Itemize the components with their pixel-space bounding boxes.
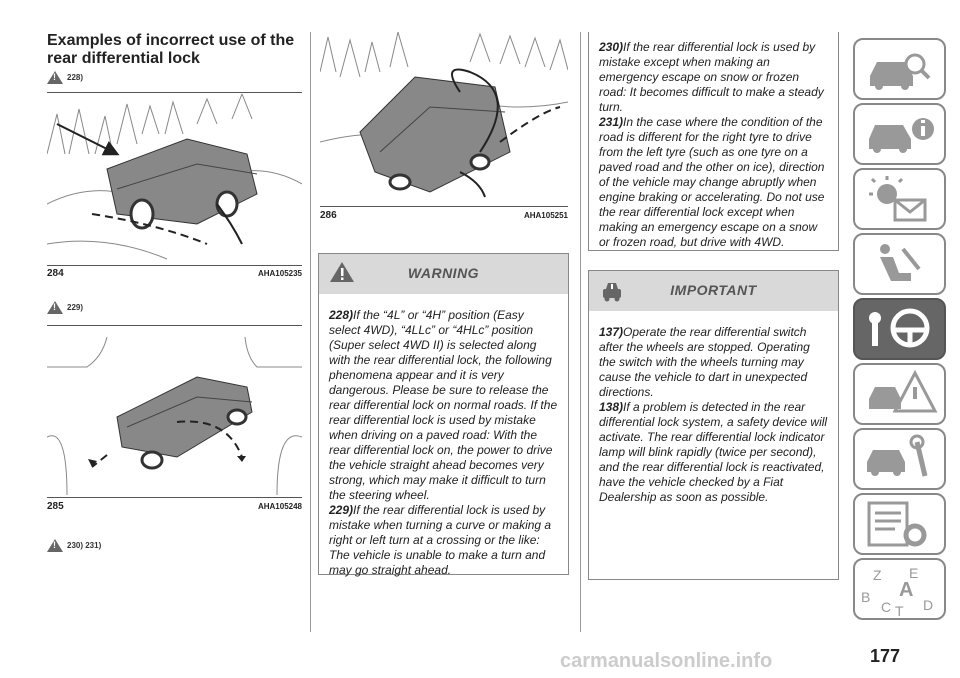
note-text: Operate the rear differential switch after the wheels are stopped. Operating the switch with the wheels turning may cause the vehicle to dart in unexpected directions. [599, 325, 810, 399]
important-heading: IMPORTANT [670, 282, 757, 298]
figure-284-illustration [47, 94, 302, 264]
figure-284-caption: 284 AHA105235 [47, 268, 302, 279]
car-search-icon [855, 40, 944, 98]
sidebar-tab-warning-lights[interactable] [853, 168, 946, 230]
sidebar-tab-technical-data[interactable] [853, 493, 946, 555]
warning-ref-230-231: ! 230) 231) [47, 539, 101, 552]
warning-panel-continued [588, 32, 839, 251]
divider [47, 325, 302, 326]
divider [47, 92, 302, 93]
warning-body [319, 294, 568, 578]
index-letter: A [899, 579, 914, 601]
key-steering-icon [855, 300, 944, 358]
figure-285-caption: 285 AHA105248 [47, 501, 302, 512]
sidebar-tab-index[interactable] [853, 558, 946, 620]
seat-airbag-icon [855, 235, 944, 293]
note-text: If the rear differential lock is used by mistake when turning a curve or making a right or left turn at a crossing or the like: The vehicle is unable to make a turn and may go straight ahead. [329, 503, 552, 577]
warning-heading: WARNING [407, 265, 480, 281]
car-info-icon [855, 105, 944, 163]
road-warning-icon [855, 365, 944, 423]
alphabet-index-icon [855, 560, 944, 618]
divider [47, 497, 302, 498]
note-number: 228) [329, 308, 354, 322]
note-text: If the rear differential lock is used by mistake except when making an emergency escape on snow or frozen road: It becomes difficult to make a steady turn. [599, 40, 824, 114]
warning-triangle-icon [47, 301, 63, 314]
divider [47, 265, 302, 266]
section-title: Examples of incorrect use of the rear differential lock [47, 32, 295, 67]
warning-triangle-icon [47, 539, 63, 552]
note-number: 229) [329, 503, 354, 517]
figure-286-illustration [320, 32, 568, 204]
divider [320, 206, 568, 207]
sidebar-tab-seats-airbags[interactable] [853, 233, 946, 295]
specs-gear-icon [855, 495, 944, 553]
index-letter: T [895, 603, 904, 618]
sidebar-tab-safety[interactable] [853, 103, 946, 165]
note-number: 231) [599, 115, 624, 129]
sidebar-tab-knowing-vehicle[interactable] [853, 38, 946, 100]
important-panel [588, 270, 839, 580]
watermark: carmanualsonline.info [560, 650, 773, 672]
note-number: 138) [599, 400, 624, 414]
index-letter: B [861, 589, 871, 605]
warning-panel [318, 253, 569, 575]
warning-lights-icon [855, 170, 944, 228]
important-body [589, 311, 838, 505]
sidebar-tab-emergency[interactable] [853, 363, 946, 425]
index-letter: E [909, 565, 919, 581]
figure-285-illustration [47, 327, 302, 495]
note-number: 230) [599, 40, 624, 54]
note-text: If the “4L” or “4H” position (Easy select 4WD), “4LLc” or “4HLc” position (Super select 4WD II) is selected along with the rear differential lock, the following phenomena appear and it is very dangerous. Please be sure to release the rear differential lock on normal roads. If the rear differential lock is used by mistake when driving on a paved road: With the rear differential lock on, the power to drive the vehicle straight ahead becomes very strong, which may make it difficult to turn the steering wheel. [329, 308, 558, 502]
important-panel-header [589, 271, 838, 311]
warning-body-continued [589, 32, 838, 250]
sidebar-tab-starting-driving[interactable] [853, 298, 946, 360]
warning-triangle-icon [47, 71, 63, 84]
warning-panel-header [319, 254, 568, 294]
figure-286-caption: 286 AHA105251 [320, 210, 568, 221]
column-separator [580, 32, 581, 632]
note-number: 137) [599, 325, 624, 339]
page-number: 177 [870, 646, 901, 666]
index-letter: D [923, 597, 934, 613]
note-text: If a problem is detected in the rear differential lock system, a safety device will activate. The rear differential lock indicator lamp will blink rapidly (twice per second), and the rear differential lock is reactivated, have the vehicle checked by a Fiat Dealership as soon as possible. [599, 400, 828, 504]
car-wrench-icon [855, 430, 944, 488]
warning-ref-229: ! 229) [47, 301, 83, 314]
note-text: In the case where the condition of the road is different for the right tyre to drive from the left tyre (such as one tyre on a paved road and the other on ice), direction of the vehicle may change abruptly when engine braking or accelerating. Do not use the rear differential lock except when making an emergency escape on a snow or frozen road, but drive with 4WD. [599, 115, 825, 249]
column-separator [310, 32, 311, 632]
warning-ref-228: ! 228) [47, 71, 83, 84]
index-letter: Z [873, 567, 882, 583]
sidebar-tab-maintenance[interactable] [853, 428, 946, 490]
index-letter: C [881, 599, 892, 615]
